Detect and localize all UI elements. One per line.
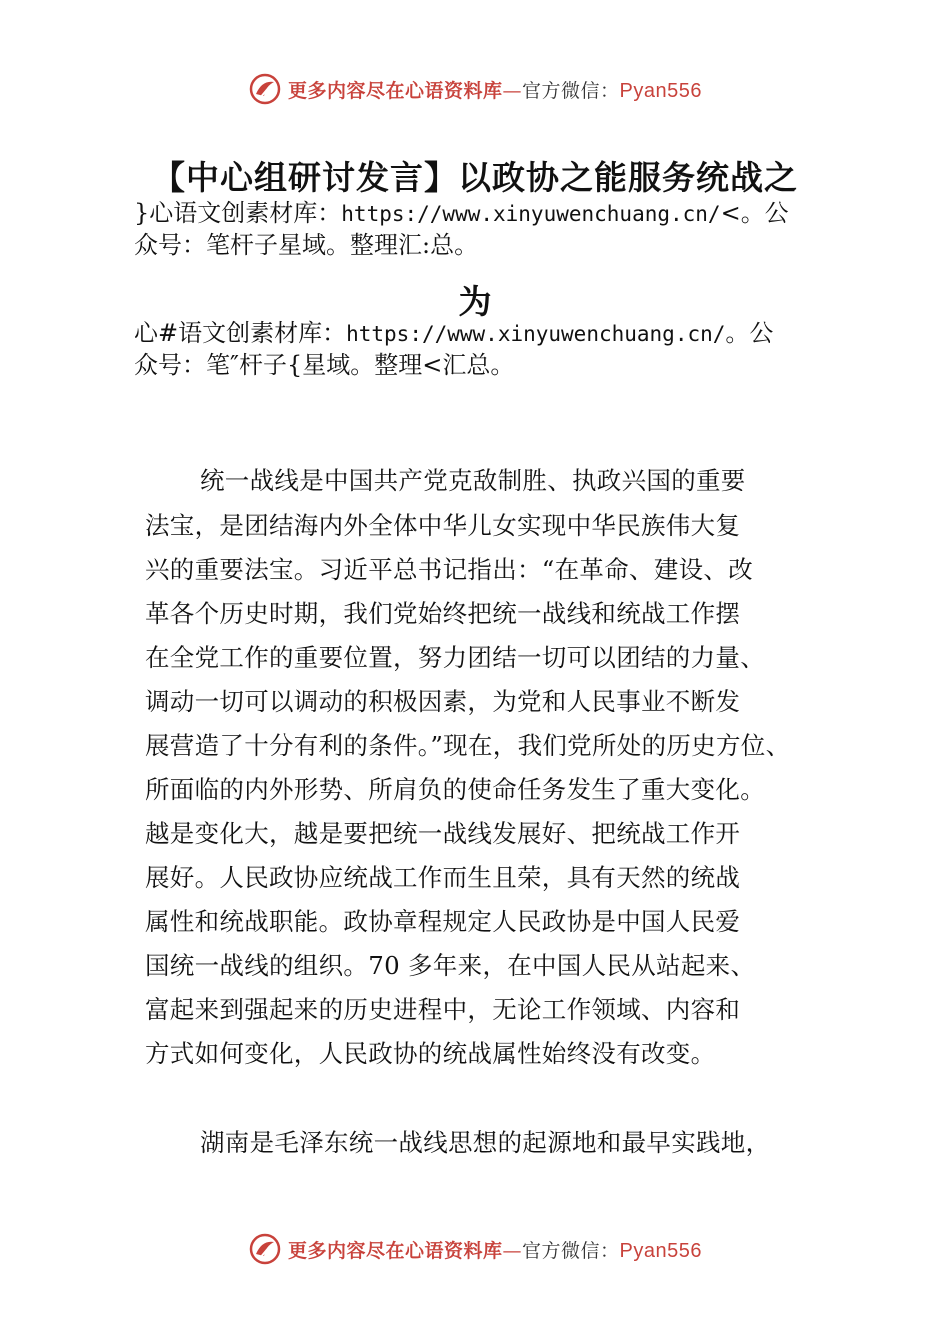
logo-icon (248, 1232, 282, 1266)
paragraph-line: 所面临的内外形势、所肩负的使命任务发生了重大变化。 (145, 775, 765, 804)
banner-main: 更多内容尽在心语资料库 (288, 79, 503, 102)
paragraph-line: 展好。人民政协应统战工作而生且荣，具有天然的统战 (145, 863, 741, 892)
banner-separator: — (502, 79, 523, 102)
paragraph-line: 属性和统战职能。政协章程规定人民政协是中国人民爱 (145, 907, 741, 936)
banner-main: 更多内容尽在心语资料库 (288, 1239, 503, 1262)
document-title: 【中心组研讨发言】以政协之能服务统战之 (152, 158, 798, 197)
banner-wechat-id: Pyan556 (619, 1239, 702, 1262)
paragraph-line: 兴的重要法宝。习近平总书记指出：“在革命、建设、改 (145, 555, 754, 584)
watermark-prefix: 心#语文创素材库： (134, 319, 347, 347)
paragraph-line: 国统一战线的组织。70 多年来，在中国人民从站起来、 (145, 951, 756, 980)
paragraph-line: 展营造了十分有利的条件。”现在，我们党所处的历史方位、 (145, 731, 791, 760)
watermark-line: 众号：笔″杆子{星域。整理<汇总。 (134, 351, 515, 379)
banner-wechat-label: 官方微信： (522, 79, 620, 102)
footer-banner (0, 1232, 950, 1266)
watermark-prefix: }心语文创素材库： (134, 199, 342, 227)
watermark-url: https://www.xinyuwenchuang.cn/ (341, 202, 721, 226)
paragraph-line: 富起来到强起来的历史进程中，无论工作领域、内容和 (145, 995, 741, 1024)
watermark-suffix: <。公 (720, 199, 789, 227)
paragraph-line: 方式如何变化，人民政协的统战属性始终没有改变。 (145, 1039, 716, 1068)
watermark-suffix: 。公 (725, 319, 774, 347)
document-title-continued: 为 (458, 282, 492, 321)
paragraph-line: 越是变化大，越是要把统一战线发展好、把统战工作开 (145, 819, 741, 848)
banner-separator: — (502, 1239, 523, 1262)
watermark-line: 众号：笔杆子星域。整理汇:总。 (134, 231, 479, 259)
paragraph-line: 在全党工作的重要位置，努力团结一切可以团结的力量、 (145, 643, 765, 672)
banner-wechat-label: 官方微信： (522, 1239, 620, 1262)
paragraph-line: 湖南是毛泽东统一战线思想的起源地和最早实践地， (200, 1128, 771, 1157)
banner-text (288, 1236, 702, 1263)
paragraph-line: 法宝，是团结海内外全体中华儿女实现中华民族伟大复 (145, 511, 741, 540)
paragraph-line: 调动一切可以调动的积极因素，为党和人民事业不断发 (145, 687, 741, 716)
watermark-url: https://www.xinyuwenchuang.cn/ (346, 322, 726, 346)
banner-wechat-id: Pyan556 (619, 79, 702, 102)
paragraph-line: 统一战线是中国共产党克敌制胜、执政兴国的重要 (200, 466, 746, 495)
paragraph-line: 革各个历史时期，我们党始终把统一战线和统战工作摆 (145, 599, 741, 628)
